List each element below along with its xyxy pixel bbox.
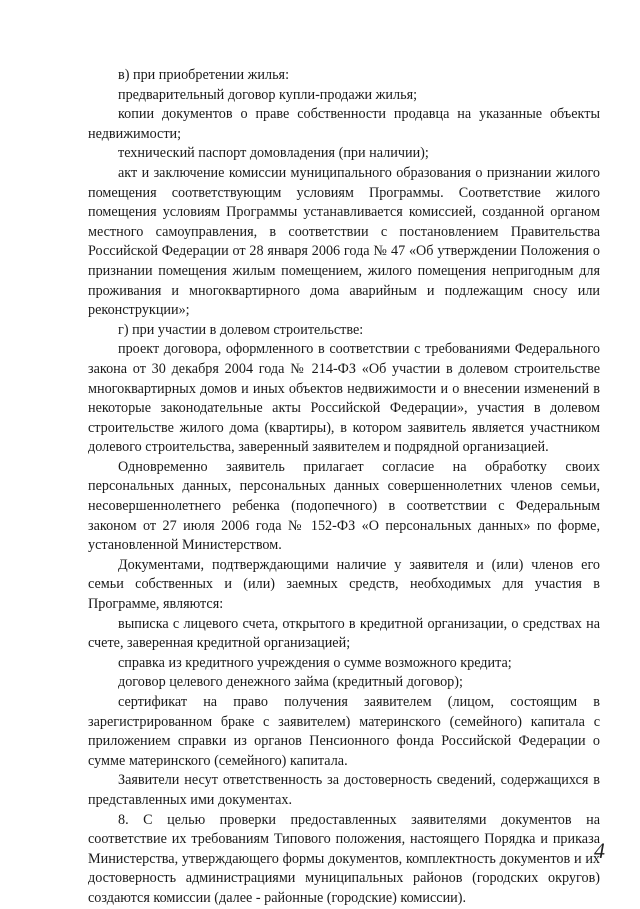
paragraph: 8. С целью проверки предоставленных заявителями документов на соответствие их требованиям Типового положения, настоящего Порядка и приказа Министерства, утверждающего формы документов, комплектность документов и их достоверность администрациями муниципальных районов (городских округов) создаются комиссии (далее - районные (городские) комиссии). <box>88 811 600 906</box>
paragraph: копии документов о праве собственности продавца на указанные объекты недвижимости; <box>88 106 600 142</box>
paragraph: акт и заключение комиссии муниципального образования о признании жилого помещения соответствующим условиям Программы. Соответствие жилого помещения условиям Программы устанавливается комиссией, созданной органом местного самоуправления, в соответствии с постановлением Правительства Российской Федерации от 28 января 2006 года № 47 «Об утверждении Положения о признании помещения жилым помещением, жилого помещения непригодным для проживания и многоквартирного дома аварийным и подлежащим сносу или реконструкции»; <box>88 164 600 319</box>
paragraph: сертификат на право получения заявителем (лицом, состоящим в зарегистрированном браке с заявителем) материнского (семейного) капитала с приложением справки из органов Пенсионного фонда Российской Федерации о сумме материнского (семейного) капитала. <box>88 694 600 769</box>
paragraph: справка из кредитного учреждения о сумме возможного кредита; <box>118 654 512 671</box>
paragraph: Документами, подтверждающими наличие у заявителя и (или) членов его семьи собственных и (или) заемных средств, необходимых для участия в Программе, являются: <box>88 556 600 613</box>
paragraph: г) при участии в долевом строительстве: <box>118 321 364 338</box>
page-number: 4 <box>594 838 605 863</box>
paragraph: в) при приобретении жилья: <box>118 67 290 83</box>
paragraph: договор целевого денежного займа (кредитный договор); <box>118 674 463 691</box>
paragraph: технический паспорт домовладения (при наличии); <box>118 145 429 162</box>
paragraph: предварительный договор купли-продажи жилья; <box>118 86 418 103</box>
paragraph: выписка с лицевого счета, открытого в кредитной организации, о средствах на счете, заверенная кредитной организацией; <box>88 615 600 652</box>
paragraph: Одновременно заявитель прилагает согласие на обработку своих персональных данных, персональных данных совершеннолетних членов семьи, несовершеннолетнего ребенка (подопечного) в соответствии с Федеральным законом от 27 июля 2006 года № 152-ФЗ «О персональных данных» по форме, установленной Министерством. <box>88 458 600 554</box>
paragraph: Заявители несут ответственность за достоверность сведений, содержащихся в представленных ими документах. <box>88 772 600 808</box>
paragraph: проект договора, оформленного в соответствии с требованиями Федерального закона от 30 декабря 2004 года № 214-ФЗ «Об участии в долевом строительстве многоквартирных домов и иных объектов недвижимости и о внесении изменений в некоторые законодательные акты Российской Федерации», участия в долевом строительстве жилого дома (квартиры), в котором заявитель является участником долевого строительства, заверенный заявителем и подрядной организацией. <box>88 341 600 456</box>
document-body <box>88 66 600 909</box>
